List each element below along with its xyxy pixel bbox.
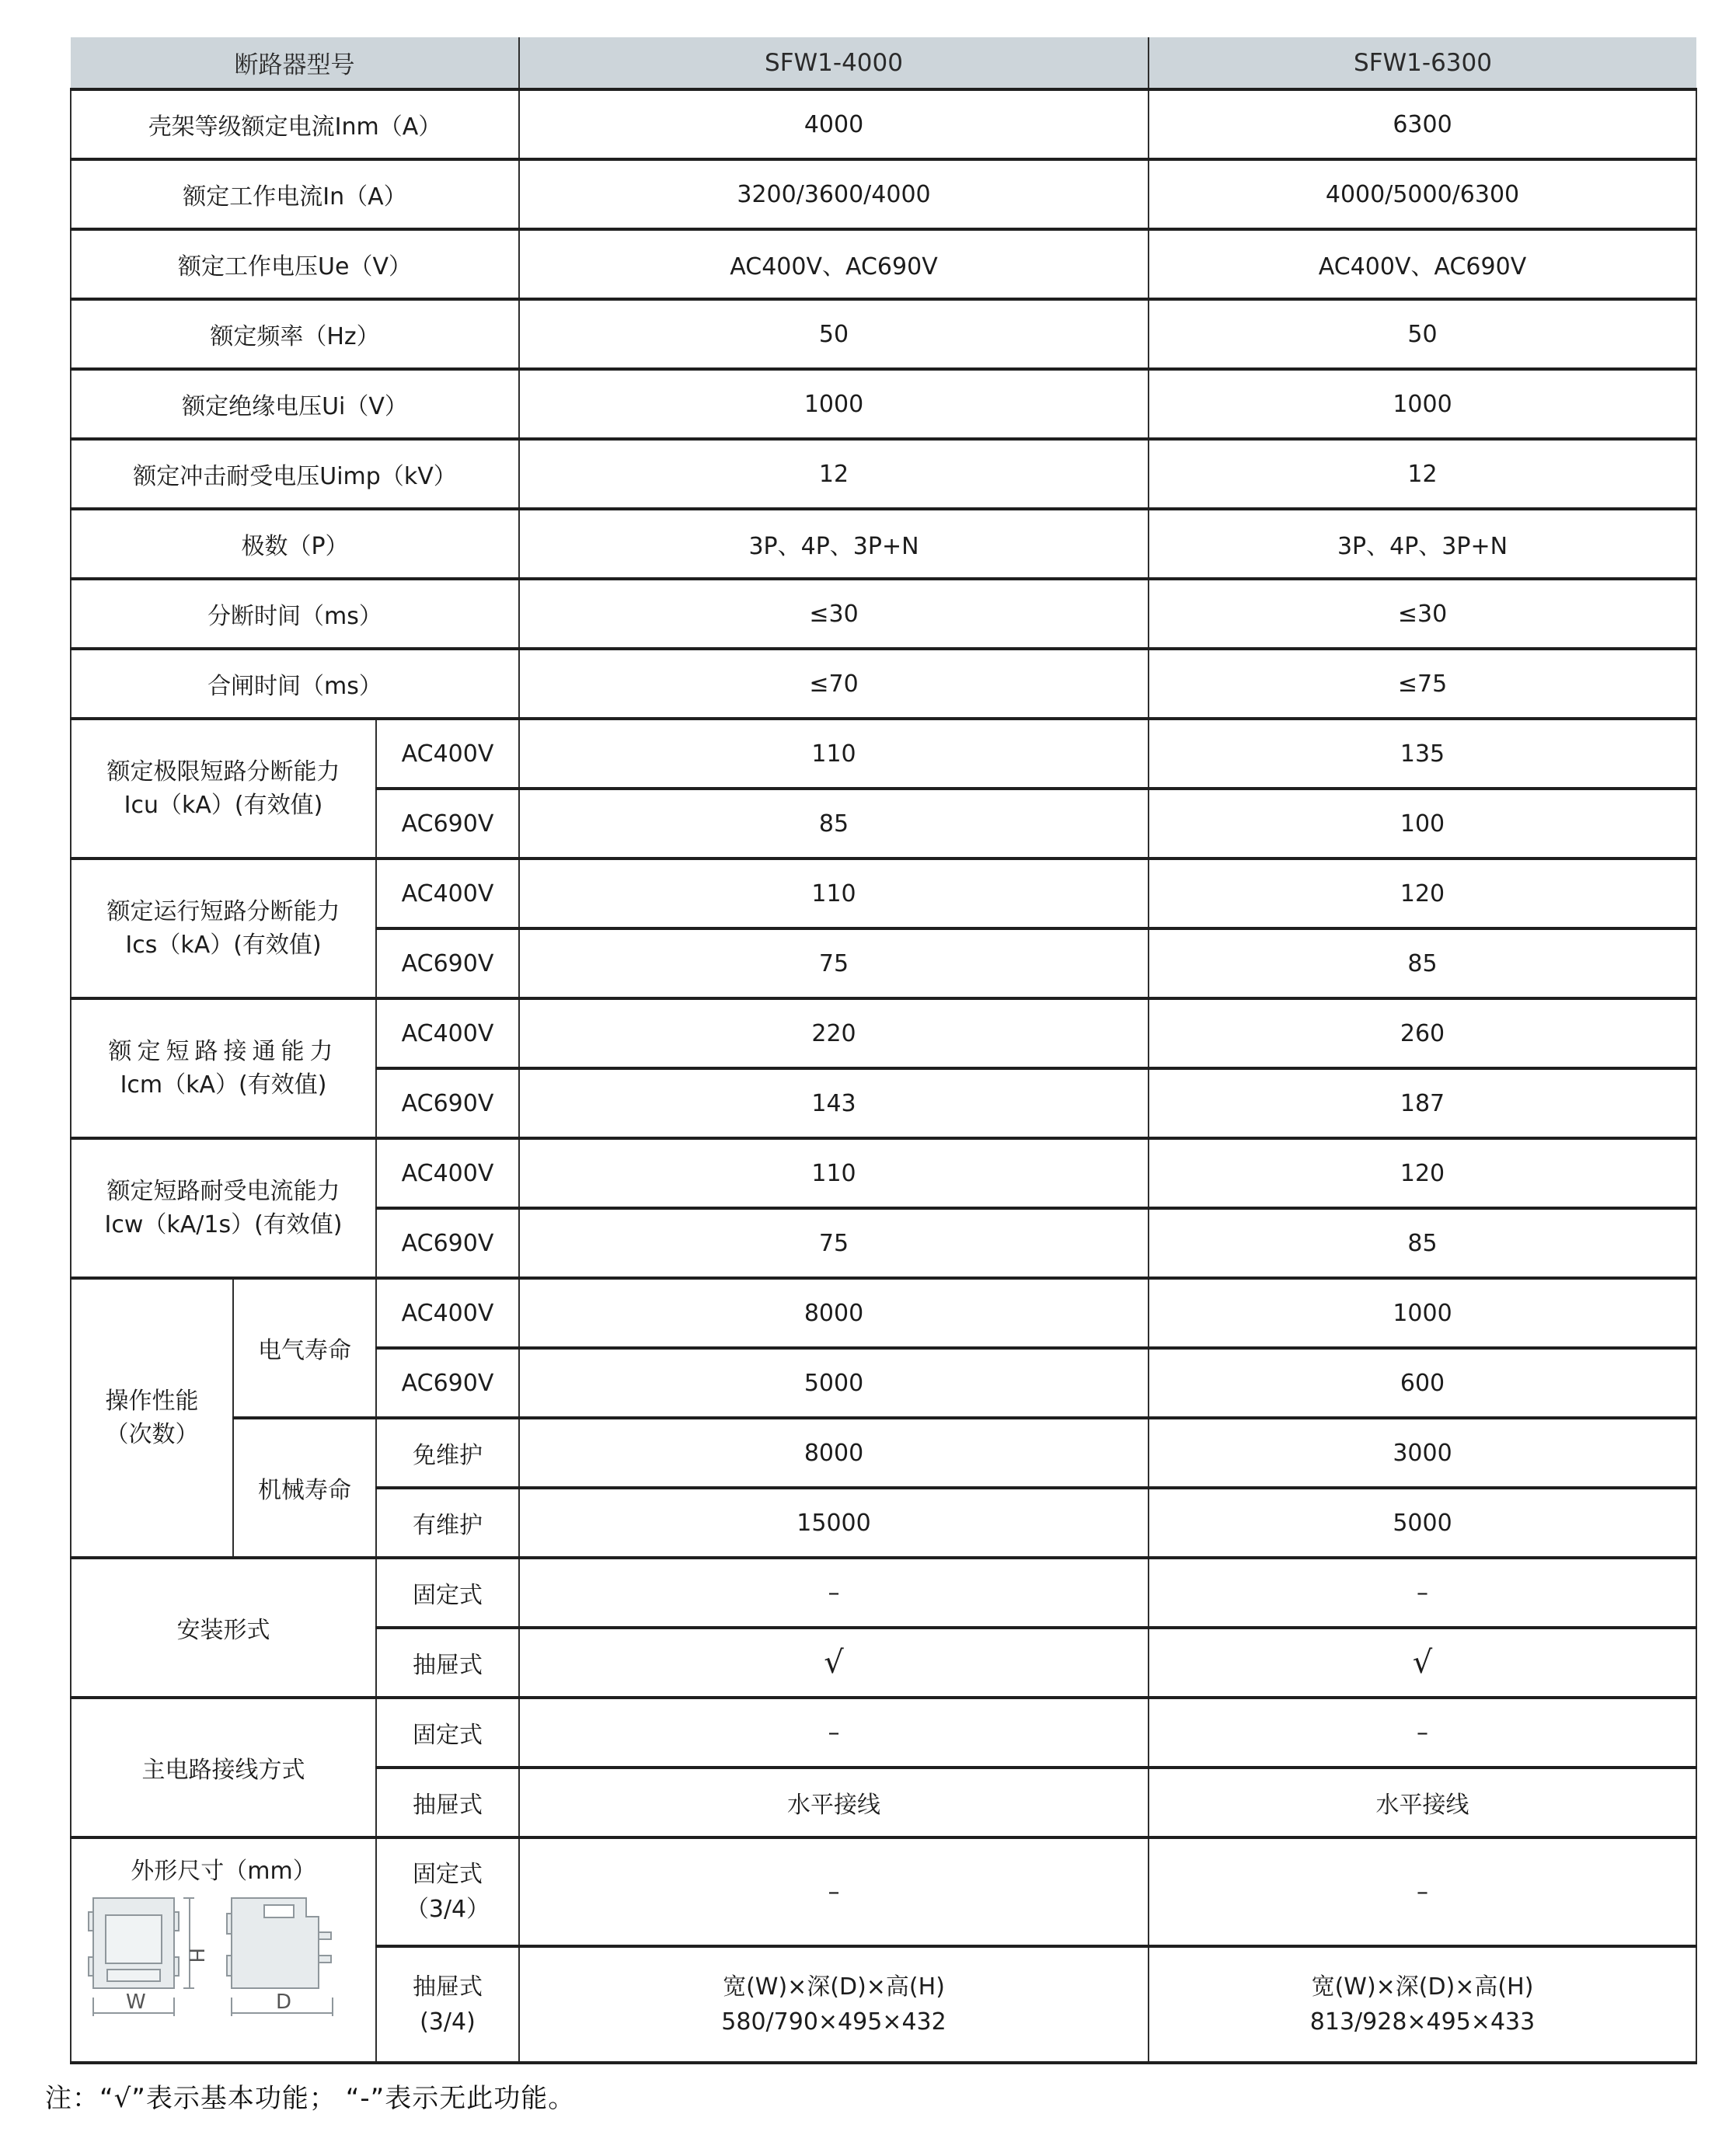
footnote: 注：“√”表示基本功能； “-”表示无此功能。 — [45, 2083, 576, 2114]
table-row — [71, 719, 1696, 789]
group-label-line2: Icw（kA/1s）(有效值) — [104, 1211, 343, 1238]
cell-sfw1-6300: 50 — [1149, 299, 1696, 369]
cell-sfw1-4000: 1000 — [519, 369, 1149, 439]
sub-label: AC400V — [376, 998, 519, 1068]
table-row — [71, 579, 1696, 649]
cell-sfw1-4000: 水平接线 — [519, 1768, 1149, 1837]
cell-sfw1-6300: – — [1149, 1837, 1696, 1946]
sub-label-line1: 抽屉式 — [413, 1973, 483, 2001]
group-label-operation — [71, 1278, 233, 1558]
mid-label-electrical-life: 电气寿命 — [233, 1278, 376, 1418]
cell-sfw1-6300-check: √ — [1149, 1628, 1696, 1698]
sub-label: AC690V — [376, 1348, 519, 1418]
table-row — [71, 859, 1696, 928]
cell-sfw1-4000: 75 — [519, 928, 1149, 998]
header-sfw1-4000: SFW1-4000 — [519, 37, 1149, 89]
header-model: 断路器型号 — [71, 37, 519, 89]
sub-label: 抽屉式 — [376, 1628, 519, 1698]
sub-label: 抽屉式 — [376, 1768, 519, 1837]
cell-sfw1-4000: AC400V、AC690V — [519, 229, 1149, 299]
cell-sfw1-4000: 3P、4P、3P+N — [519, 509, 1149, 579]
group-label-line2: Ics（kA）(有效值) — [125, 932, 322, 959]
sub-label: 免维护 — [376, 1418, 519, 1488]
row-label: 分断时间（ms） — [71, 579, 519, 649]
dimension-values: 580/790×495×432 — [721, 2008, 946, 2036]
group-label-line1: 额定运行短路分断能力 — [106, 897, 340, 925]
d-dimension-label: D — [275, 1991, 291, 2014]
table-row — [71, 1558, 1696, 1628]
dimensions-cell — [71, 1837, 376, 2063]
cell-sfw1-6300: 187 — [1149, 1068, 1696, 1138]
row-label: 额定冲击耐受电压Uimp（kV） — [71, 439, 519, 509]
sub-label: 有维护 — [376, 1488, 519, 1558]
dimension-values: 813/928×495×433 — [1309, 2008, 1536, 2036]
cell-sfw1-4000: 110 — [519, 1138, 1149, 1208]
cell-sfw1-6300: 3P、4P、3P+N — [1149, 509, 1696, 579]
cell-sfw1-6300: 135 — [1149, 719, 1696, 789]
sub-label: 固定式 — [376, 1558, 519, 1628]
group-label-line1: 额定极限短路分断能力 — [106, 758, 340, 785]
sub-label: AC690V — [376, 1208, 519, 1278]
dimension-formula: 宽(W)×深(D)×高(H) — [723, 1973, 945, 2001]
cell-sfw1-4000: ≤30 — [519, 579, 1149, 649]
cell-sfw1-4000: – — [519, 1558, 1149, 1628]
sub-label: AC690V — [376, 789, 519, 859]
table-row — [71, 1138, 1696, 1208]
cell-sfw1-4000: 75 — [519, 1208, 1149, 1278]
header-sfw1-6300: SFW1-6300 — [1149, 37, 1696, 89]
cell-sfw1-6300: 12 — [1149, 439, 1696, 509]
cell-sfw1-6300: ≤30 — [1149, 579, 1696, 649]
cell-sfw1-4000: 110 — [519, 719, 1149, 789]
row-label: 额定绝缘电压Ui（V） — [71, 369, 519, 439]
sub-label: AC690V — [376, 928, 519, 998]
cell-sfw1-6300: ≤75 — [1149, 649, 1696, 719]
sub-label: AC690V — [376, 1068, 519, 1138]
cell-sfw1-4000: 8000 — [519, 1418, 1149, 1488]
row-label: 壳架等级额定电流Inm（A） — [71, 89, 519, 159]
cell-sfw1-6300: 120 — [1149, 859, 1696, 928]
cell-sfw1-4000: 4000 — [519, 89, 1149, 159]
cell-sfw1-6300: 1000 — [1149, 1278, 1696, 1348]
sub-label: AC400V — [376, 1138, 519, 1208]
row-label: 合闸时间（ms） — [71, 649, 519, 719]
cell-sfw1-6300: AC400V、AC690V — [1149, 229, 1696, 299]
table-row — [71, 299, 1696, 369]
sub-label-line1: 固定式 — [413, 1861, 483, 1888]
cell-sfw1-4000: 5000 — [519, 1348, 1149, 1418]
sub-label: AC400V — [376, 859, 519, 928]
sub-label: 固定式 — [376, 1698, 519, 1768]
group-label-line1: 额定短路接通能力 — [108, 1037, 339, 1065]
sub-label-line2: （3/4） — [405, 1896, 490, 1923]
table-row — [71, 649, 1696, 719]
cell-sfw1-4000: – — [519, 1837, 1149, 1946]
sub-label: AC400V — [376, 1278, 519, 1348]
cell-sfw1-6300: 6300 — [1149, 89, 1696, 159]
front-view-drawing — [89, 1898, 179, 1988]
cell-sfw1-4000: 85 — [519, 789, 1149, 859]
cell-sfw1-4000: 143 — [519, 1068, 1149, 1138]
cell-sfw1-6300: – — [1149, 1558, 1696, 1628]
cell-sfw1-6300: 85 — [1149, 928, 1696, 998]
cell-sfw1-4000-dimensions — [519, 1946, 1149, 2063]
group-label-wiring: 主电路接线方式 — [71, 1698, 376, 1837]
cell-sfw1-6300: 1000 — [1149, 369, 1696, 439]
side-view-drawing — [227, 1898, 331, 1988]
cell-sfw1-4000: 3200/3600/4000 — [519, 159, 1149, 229]
group-label-line1: 操作性能 — [105, 1387, 199, 1415]
cell-sfw1-6300: – — [1149, 1698, 1696, 1768]
table-row — [71, 1418, 1696, 1488]
cell-sfw1-4000: 15000 — [519, 1488, 1149, 1558]
table-row — [71, 439, 1696, 509]
cell-sfw1-6300: 5000 — [1149, 1488, 1696, 1558]
cell-sfw1-4000-check: √ — [519, 1628, 1149, 1698]
sub-label-drawout-34 — [376, 1946, 519, 2063]
dimension-formula: 宽(W)×深(D)×高(H) — [1311, 1973, 1534, 2001]
row-label: 极数（P） — [71, 509, 519, 579]
table-row — [71, 509, 1696, 579]
group-label-icu — [71, 719, 376, 859]
cell-sfw1-4000: 220 — [519, 998, 1149, 1068]
cell-sfw1-4000: – — [519, 1698, 1149, 1768]
cell-sfw1-6300: 600 — [1149, 1348, 1696, 1418]
cell-sfw1-6300: 260 — [1149, 998, 1696, 1068]
breaker-spec-table — [70, 37, 1697, 2064]
row-label: 额定频率（Hz） — [71, 299, 519, 369]
cell-sfw1-4000: 50 — [519, 299, 1149, 369]
table-row — [71, 1698, 1696, 1768]
w-dimension-label: W — [125, 1991, 146, 2014]
group-label-icm — [71, 998, 376, 1138]
group-label-line2: （次数） — [105, 1421, 199, 1448]
group-label-ics — [71, 859, 376, 998]
h-dimension-label: H — [183, 1948, 207, 1963]
sub-label-fixed-34 — [376, 1837, 519, 1946]
table-row — [71, 229, 1696, 299]
mid-label-mechanical-life: 机械寿命 — [233, 1418, 376, 1558]
group-label-line2: Icm（kA）(有效值) — [120, 1071, 327, 1099]
cell-sfw1-4000: ≤70 — [519, 649, 1149, 719]
dimensions-title: 外形尺寸（mm） — [131, 1858, 316, 1885]
cell-sfw1-6300: 3000 — [1149, 1418, 1696, 1488]
table-row — [71, 89, 1696, 159]
table-row — [71, 998, 1696, 1068]
group-label-install: 安装形式 — [71, 1558, 376, 1698]
group-label-icw — [71, 1138, 376, 1278]
sub-label: AC400V — [376, 719, 519, 789]
table-header-row — [71, 37, 1696, 89]
cell-sfw1-6300: 水平接线 — [1149, 1768, 1696, 1837]
cell-sfw1-4000: 8000 — [519, 1278, 1149, 1348]
table-row — [71, 369, 1696, 439]
group-label-line2: Icu（kA）(有效值) — [124, 792, 323, 819]
cell-sfw1-6300-dimensions — [1149, 1946, 1696, 2063]
cell-sfw1-4000: 110 — [519, 859, 1149, 928]
cell-sfw1-6300: 85 — [1149, 1208, 1696, 1278]
row-label: 额定工作电压Ue（V） — [71, 229, 519, 299]
cell-sfw1-6300: 120 — [1149, 1138, 1696, 1208]
row-label: 额定工作电流In（A） — [71, 159, 519, 229]
group-label-line1: 额定短路耐受电流能力 — [106, 1177, 340, 1205]
h-dimension-line — [183, 1898, 194, 1988]
cell-sfw1-6300: 4000/5000/6300 — [1149, 159, 1696, 229]
cell-sfw1-4000: 12 — [519, 439, 1149, 509]
sub-label-line2: (3/4) — [420, 2008, 476, 2036]
cell-sfw1-6300: 100 — [1149, 789, 1696, 859]
table-row — [71, 1278, 1696, 1348]
breaker-outline-diagram — [76, 1893, 371, 2033]
table-row — [71, 1837, 1696, 1946]
table-row — [71, 159, 1696, 229]
